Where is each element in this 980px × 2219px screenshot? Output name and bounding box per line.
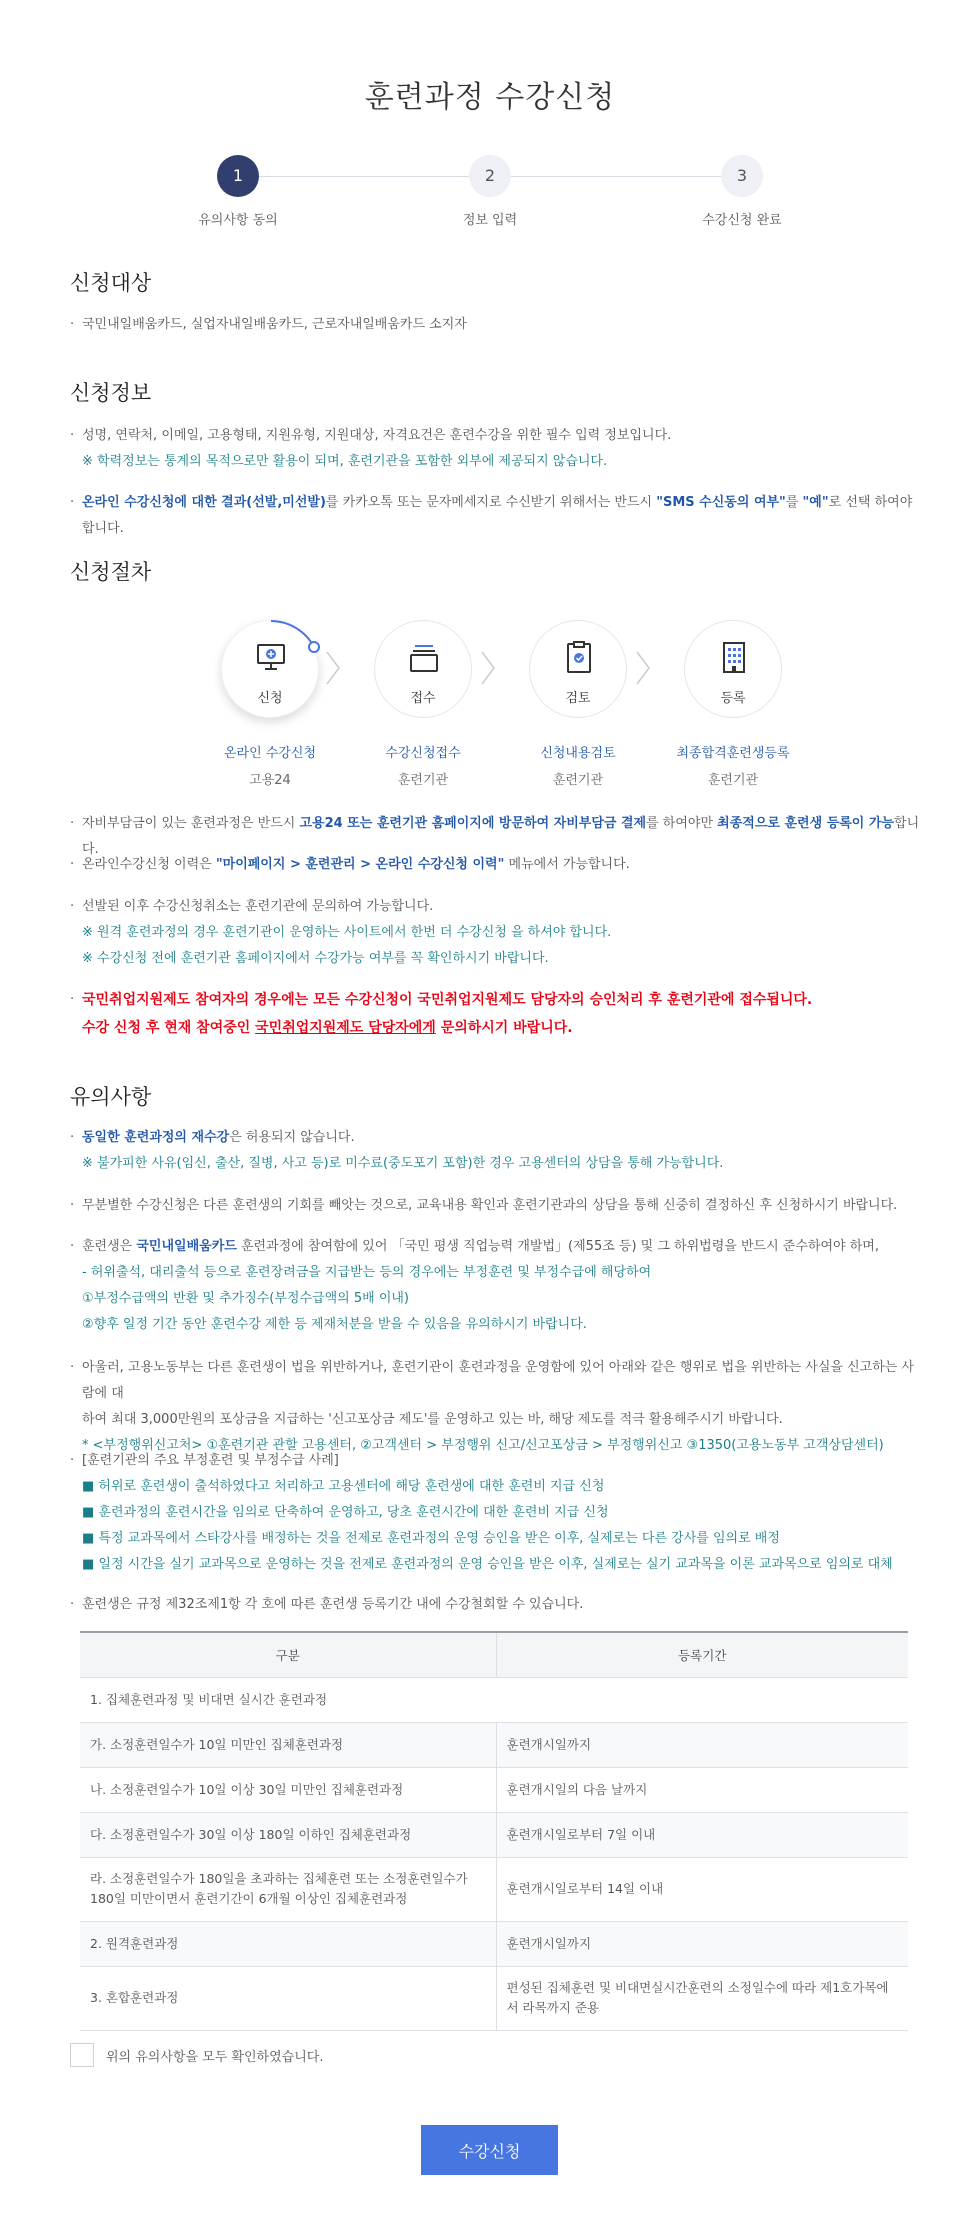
- caution-text: 훈련과정에 참여함에 있어 「국민 평생 직업능력 개발법」(제55조 등) 및 그 하위법령을 반드시 준수하여야 하며,: [236, 1239, 879, 1254]
- caution-text: · 아울러, 고용노동부는 다른 훈련생이 법을 위반하거나, 훈련기관이 훈련과정을 운영함에 있어 아래와 같은 행위로 법을 위반하는 사실을 신고하는 사람에 대: [82, 1360, 914, 1401]
- step-2: [420, 155, 560, 228]
- procedure-title: 신청내용검토: [540, 746, 616, 761]
- warning-part: 수강 신청 후 현재 참여중인: [82, 1020, 256, 1036]
- procedure-step-receive: [343, 620, 503, 788]
- table-cell: 1. 집체훈련과정 및 비대면 실시간 훈련과정: [80, 1677, 908, 1722]
- note-check: ※ 수강신청 전에 훈련기관 홈페이지에서 수강가능 여부를 꼭 확인하시기 바랍니다.: [82, 951, 549, 966]
- table-cell: 훈련개시일까지: [496, 1722, 908, 1767]
- clipboard-check-icon: [564, 641, 594, 675]
- warning-text-2: [82, 1014, 920, 1042]
- progress-stepper: [168, 155, 812, 228]
- info-bullet-1: [70, 423, 920, 475]
- step-1: [168, 155, 308, 228]
- table-cell: 훈련개시일로부터 7일 이내: [496, 1812, 908, 1857]
- case-item: ■ 일정 시간을 실기 교과목으로 운영하는 것을 전제로 훈련과정의 운영 승인을 받은 이후, 실제로는 실기 교과목을 이론 교과목으로 임의로 대체: [82, 1557, 893, 1572]
- case-item: ■ 허위로 훈련생이 출석하였다고 처리하고 고용센터에 해당 훈련생에 대한 훈련비 지급 신청: [82, 1479, 605, 1494]
- info-text: 를: [785, 495, 803, 510]
- table-row: [80, 1857, 908, 1921]
- procedure-title: 최종합격훈련생등록: [676, 746, 790, 761]
- procedure-step-register: [653, 620, 813, 788]
- procedure-circle: [374, 620, 472, 718]
- case-item: ■ 특정 교과목에서 스타강사를 배정하는 것을 전제로 훈련과정의 운영 승인을 받은 이후, 실제로는 다른 강사를 임의로 배정: [82, 1531, 780, 1546]
- procedure-sub: 고용24: [249, 773, 291, 788]
- chevron-right-icon: [478, 648, 498, 688]
- caution-3: [70, 1234, 920, 1338]
- table-row: [80, 1921, 908, 1966]
- building-icon: [719, 641, 749, 675]
- note-text: 자비부담금이 있는 훈련과정은 반드시: [82, 816, 300, 831]
- table-row: [80, 1767, 908, 1812]
- caution-note: * <부정행위신고처> ①훈련기관 관할 고용센터, ②고객센터 > 부정행위 신고/신고포상금 > 부정행위신고 ③1350(고용노동부 고객상담센터): [82, 1438, 884, 1453]
- procedure-flow: [190, 620, 810, 800]
- submit-application-button[interactable]: 수강신청: [421, 2125, 558, 2175]
- note-remote: ※ 원격 훈련과정의 경우 훈련기관이 운영하는 사이트에서 한번 더 수강신청 을 하셔야 합니다.: [82, 925, 612, 940]
- caution-4: [70, 1355, 920, 1459]
- table-cell: 훈련개시일의 다음 날까지: [496, 1767, 908, 1812]
- caution-emphasis: 국민내일배움카드: [136, 1239, 237, 1254]
- case-item: ■ 훈련과정의 훈련시간을 임의로 단축하여 운영하고, 당초 훈련시간에 대한 훈련비 지급 신청: [82, 1505, 609, 1520]
- step-number: 1: [217, 155, 259, 197]
- table-row: [80, 1677, 908, 1722]
- case-text: 특정 교과목에서 스타강사를 배정하는 것을 전제로 훈련과정의 운영 승인을 받은 이후, 실제로는 다른 강사를 임의로 배정: [98, 1531, 780, 1546]
- info-text: 를 카카오톡 또는 문자메세지로 수신받기 위해서는 반드시: [325, 495, 657, 510]
- table-cell: 라. 소정훈련일수가 180일을 초과하는 집체훈련 또는 소정훈련일수가 180일 미만이면서 훈련기간이 6개월 이상인 집체훈련과정: [80, 1857, 496, 1921]
- step-label: 정보 입력: [462, 213, 518, 228]
- table-row: [80, 1722, 908, 1767]
- agree-checkbox[interactable]: [70, 2043, 94, 2067]
- caution-note: ※ 불가피한 사유(임신, 출산, 질병, 사고 등)로 미수료(중도포기 포함)한 경우 고용센터의 상담을 통해 가능합니다.: [82, 1156, 724, 1171]
- note-text: 온라인수강신청 이력은: [82, 857, 216, 872]
- info-bullet-2: [70, 490, 920, 542]
- info-required-text: · 성명, 연락처, 이메일, 고용형태, 지원유형, 지원대상, 자격요건은 훈련수강을 위한 필수 입력 정보입니다.: [82, 428, 672, 443]
- note-text: 합니다.: [82, 816, 920, 857]
- procedure-circle: [684, 620, 782, 718]
- registration-period-table: [80, 1631, 908, 2031]
- table-cell: 다. 소정훈련일수가 30일 이상 180일 이하인 집체훈련과정: [80, 1812, 496, 1857]
- table-cell: 3. 혼합훈련과정: [80, 1966, 496, 2030]
- table-cell: 훈련개시일로부터 14일 이내: [496, 1857, 908, 1921]
- chevron-right-icon: [633, 648, 653, 688]
- procedure-warning: [70, 986, 920, 1042]
- note-text: 메뉴에서 가능합니다.: [504, 857, 630, 872]
- procedure-note-3: [70, 894, 920, 972]
- table-row: [80, 1966, 908, 2030]
- procedure-circle: [529, 620, 627, 718]
- warning-part: 문의하시기 바랍니다.: [435, 1020, 573, 1036]
- monitor-icon: [256, 641, 286, 675]
- note-emphasis: 고용24 또는 훈련기관 홈페이지에 방문하여 자비부담금 결제: [299, 816, 647, 831]
- table-cell: 나. 소정훈련일수가 10일 이상 30일 미만인 집체훈련과정: [80, 1767, 496, 1812]
- caution-text: 하여 최대 3,000만원의 포상금을 지급하는 '신고포상금 제도'를 운영하고 있는 바, 해당 제도를 적극 활용해주시기 바랍니다.: [82, 1412, 783, 1427]
- section-title-target: 신청대상: [70, 271, 152, 295]
- caution-note: ①부정수급액의 반환 및 추가징수(부정수급액의 5배 이내): [82, 1291, 410, 1306]
- procedure-sub: 훈련기관: [397, 773, 449, 788]
- note-text: · 선발된 이후 수강신청취소는 훈련기관에 문의하여 가능합니다.: [82, 899, 434, 914]
- step-label: 수강신청 완료: [702, 213, 782, 228]
- info-sms-consent: "SMS 수신동의 여부": [656, 495, 786, 510]
- info-education-note: ※ 학력정보는 통계의 목적으로만 활용이 되며, 훈련기관을 포함한 외부에 제공되지 않습니다.: [82, 454, 608, 469]
- caution-2: · 무분별한 수강신청은 다른 훈련생의 기회를 빼앗는 것으로, 교육내용 확인과 훈련기관과의 상담을 통해 신중히 결정하신 후 신청하시기 바랍니다.: [70, 1193, 920, 1219]
- caution-text: · [훈련기관의 주요 부정훈련 및 부정수급 사례]: [82, 1453, 339, 1468]
- info-text: 로 선택 하여야 합니다.: [82, 495, 913, 536]
- procedure-label: 등록: [720, 691, 746, 706]
- section-title-cautions: 유의사항: [70, 1085, 152, 1109]
- procedure-title: 수강신청접수: [385, 746, 461, 761]
- caution-text: 훈련생은: [82, 1239, 137, 1254]
- table-header: 구분: [80, 1632, 496, 1677]
- table-cell: 훈련개시일까지: [496, 1921, 908, 1966]
- caution-1: [70, 1125, 920, 1177]
- caution-emphasis: 동일한 훈련과정의 재수강: [82, 1130, 230, 1145]
- note-menu-path: "마이페이지 > 훈련관리 > 온라인 수강신청 이력": [215, 857, 505, 872]
- agree-label[interactable]: 위의 유의사항을 모두 확인하였습니다.: [106, 2049, 324, 2065]
- procedure-label: 검토: [565, 691, 591, 706]
- note-text: 를 하여야만: [646, 816, 718, 831]
- note-emphasis: 최종적으로 훈련생 등록이 가능: [717, 816, 895, 831]
- step-number: 3: [721, 155, 763, 197]
- caution-note: - 허위출석, 대리출석 등으로 훈련장려금을 지급받는 등의 경우에는 부정훈련 및 부정수급에 해당하여: [82, 1265, 652, 1280]
- folder-icon: [409, 641, 439, 675]
- table-row: [80, 1812, 908, 1857]
- agree-row: [70, 2043, 323, 2067]
- chevron-right-icon: [323, 648, 343, 688]
- section-title-procedure: 신청절차: [70, 560, 152, 584]
- step-number: 2: [469, 155, 511, 197]
- section-title-info: 신청정보: [70, 381, 152, 405]
- caution-text: 은 허용되지 않습니다.: [229, 1130, 355, 1145]
- procedure-label: 접수: [410, 691, 436, 706]
- step-3: [672, 155, 812, 228]
- procedure-note-2: [70, 852, 920, 878]
- procedure-circle: [221, 620, 319, 718]
- warning-text: · 국민취업지원제도 참여자의 경우에는 모든 수강신청이 국민취업지원제도 담당자의 승인처리 후 훈련기관에 접수됩니다.: [82, 992, 813, 1008]
- procedure-sub: 훈련기관: [707, 773, 759, 788]
- page-title: 훈련과정 수강신청: [364, 80, 616, 115]
- info-yes: "예": [802, 495, 829, 510]
- target-text: · 국민내일배움카드, 실업자내일배움카드, 근로자내일배움카드 소지자: [70, 312, 920, 338]
- caution-note: ②향후 일정 기간 동안 훈련수강 제한 등 제재처분을 받을 수 있음을 유의하시기 바랍니다.: [82, 1317, 587, 1332]
- procedure-label: 신청: [257, 691, 283, 706]
- case-text: 허위로 훈련생이 출석하였다고 처리하고 고용센터에 해당 훈련생에 대한 훈련비 지급 신청: [98, 1479, 605, 1494]
- procedure-sub: 훈련기관: [552, 773, 604, 788]
- table-cell: 2. 원격훈련과정: [80, 1921, 496, 1966]
- procedure-step-review: [498, 620, 658, 788]
- table-cell: 편성된 집체훈련 및 비대면실시간훈련의 소정일수에 따라 제1호가목에서 라목까지 준용: [496, 1966, 908, 2030]
- info-result-label: 온라인 수강신청에 대한 결과(선발,미선발): [82, 495, 326, 510]
- table-header: 등록기간: [496, 1632, 908, 1677]
- case-text: 일정 시간을 실기 교과목으로 운영하는 것을 전제로 훈련과정의 운영 승인을 받은 이후, 실제로는 실기 교과목을 이론 교과목으로 임의로 대체: [98, 1557, 893, 1572]
- warning-underline: 국민취업지원제도 담당자에게: [255, 1020, 436, 1036]
- table-cell: 가. 소정훈련일수가 10일 미만인 집체훈련과정: [80, 1722, 496, 1767]
- caution-6: · 훈련생은 규정 제32조제1항 각 호에 따른 훈련생 등록기간 내에 수강철회할 수 있습니다.: [70, 1592, 920, 1618]
- step-label: 유의사항 동의: [198, 213, 278, 228]
- procedure-step-apply: [190, 620, 350, 788]
- table-header-row: [80, 1632, 908, 1677]
- caution-5: [70, 1448, 920, 1578]
- case-text: 훈련과정의 훈련시간을 임의로 단축하여 운영하고, 당초 훈련시간에 대한 훈련비 지급 신청: [98, 1505, 609, 1520]
- procedure-title: 온라인 수강신청: [223, 746, 317, 761]
